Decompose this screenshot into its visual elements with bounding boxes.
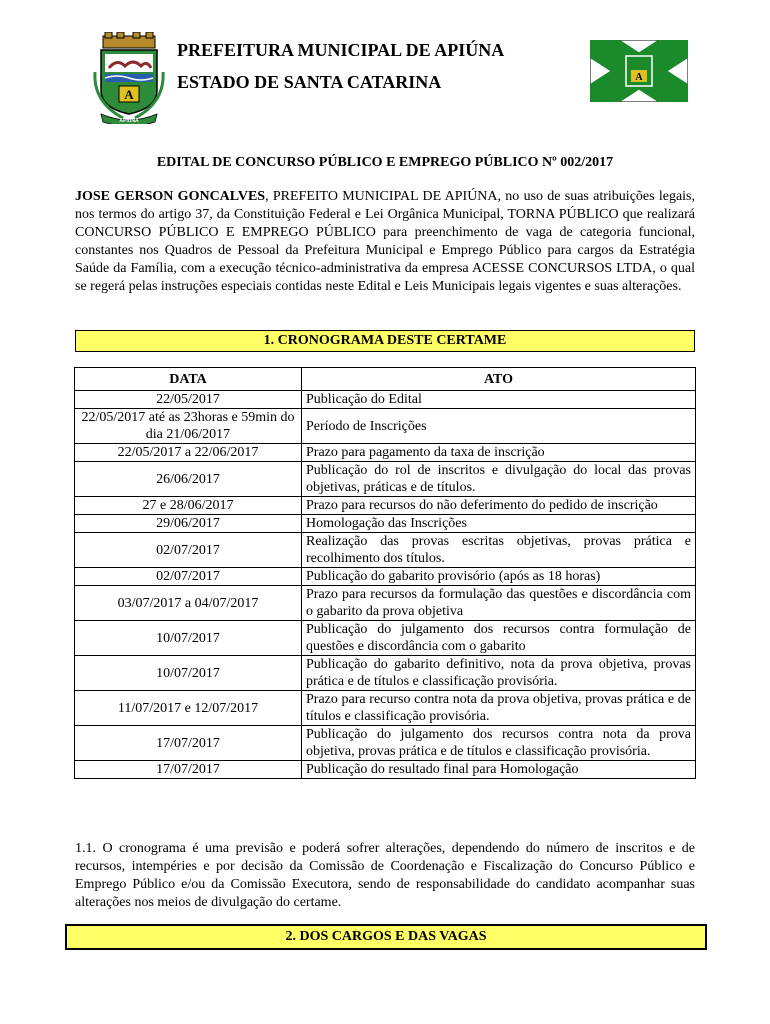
cell-date: 02/07/2017 — [75, 568, 302, 586]
cell-date: 22/05/2017 a 22/06/2017 — [75, 444, 302, 462]
cell-act: Prazo para recurso contra nota da prova objetiva, provas prática e de títulos e classificação provisória. — [302, 691, 696, 726]
table-row — [75, 444, 696, 462]
cell-date: 17/07/2017 — [75, 726, 302, 761]
cell-act: Prazo para pagamento da taxa de inscrição — [302, 444, 696, 462]
table-row — [75, 586, 696, 621]
header-subtitle: ESTADO DE SANTA CATARINA — [177, 72, 442, 92]
table-row — [75, 656, 696, 691]
edital-title: EDITAL DE CONCURSO PÚBLICO E EMPREGO PÚBLICO Nº 002/2017 — [156, 155, 614, 170]
table-row — [75, 497, 696, 515]
document-header — [0, 0, 770, 140]
cell-date: 10/07/2017 — [75, 656, 302, 691]
table-row — [75, 568, 696, 586]
cell-act: Prazo para recursos da formulação das questões e discordância com o gabarito da prova objetiva — [302, 586, 696, 621]
flag-icon — [590, 40, 688, 102]
svg-text:A: A — [635, 72, 643, 83]
cell-act: Período de Inscrições — [302, 409, 696, 444]
cell-date: 26/06/2017 — [75, 462, 302, 497]
table-row — [75, 462, 696, 497]
cell-act: Publicação do resultado final para Homologação — [302, 761, 696, 779]
schedule-table-body — [75, 391, 696, 779]
svg-text:A: A — [124, 87, 134, 102]
intro-text: , PREFEITO MUNICIPAL DE APIÚNA, no uso de suas atribuições legais, nos termos do artigo 37, da Constituição Federal e Lei Orgânica Municipal, TORNA PÚBLICO que realizará CONCURSO PÚBLICO E EMPREGO PÚBLICO para preenchimento de vaga de categoria funcional, constantes nos Quadros de Pessoal da Prefeitura Municipal e Emprego Público para cargos da Estratégia Saúde da Família, com a execução técnico-administrativa da empresa ACESSE CONCURSOS LTDA, o qual se regerá pelas instruções especiais contidas neste Edital e Leis Municipais legais vigentes e suas alterações. — [75, 189, 696, 294]
cell-act: Publicação do gabarito definitivo, nota da prova objetiva, provas prática e de títulos e classificação provisória. — [302, 656, 696, 691]
cell-date: 22/05/2017 — [75, 391, 302, 409]
column-header-date: DATA — [75, 368, 302, 391]
cell-date: 02/07/2017 — [75, 533, 302, 568]
cell-date: 11/07/2017 e 12/07/2017 — [75, 691, 302, 726]
cell-act: Publicação do julgamento dos recursos contra formulação de questões e discordância com o gabarito — [302, 621, 696, 656]
cell-act: Realização das provas escritas objetivas, provas prática e recolhimento dos títulos. — [302, 533, 696, 568]
cell-act: Prazo para recursos do não deferimento do pedido de inscrição — [302, 497, 696, 515]
table-row — [75, 391, 696, 409]
mayor-name: JOSE GERSON GONCALVES — [75, 189, 266, 204]
table-row — [75, 761, 696, 779]
svg-text:APIÚNA: APIÚNA — [119, 118, 139, 124]
intro-paragraph — [75, 188, 695, 296]
cell-date: 29/06/2017 — [75, 515, 302, 533]
table-row — [75, 409, 696, 444]
table-row — [75, 726, 696, 761]
section-heading-cronograma: 1. CRONOGRAMA DESTE CERTAME — [75, 330, 695, 352]
cell-date: 22/05/2017 até as 23horas e 59min do dia 21/06/2017 — [75, 409, 302, 444]
cell-act: Publicação do julgamento dos recursos contra nota da prova objetiva, provas prática e de títulos e classificação provisória. — [302, 726, 696, 761]
table-row — [75, 621, 696, 656]
cell-date: 03/07/2017 a 04/07/2017 — [75, 586, 302, 621]
table-row — [75, 515, 696, 533]
cell-act: Publicação do rol de inscritos e divulgação do local das provas objetivas, práticas e de títulos. — [302, 462, 696, 497]
schedule-table — [74, 367, 696, 779]
table-header-row — [75, 368, 696, 391]
paragraph-1-1: 1.1. O cronograma é uma previsão e poderá sofrer alterações, dependendo do número de inscritos e de recursos, intempéries e por decisão da Comissão de Coordenação e Fiscalização do Concurso Público e Emprego Público e/ou da Comissão Executora, sendo de responsabilidade do candidato acompanhar suas alterações nos meios de divulgação do certame. — [75, 841, 695, 910]
cell-act: Homologação das Inscrições — [302, 515, 696, 533]
table-row — [75, 533, 696, 568]
coat-of-arms-icon — [93, 32, 165, 124]
cell-date: 17/07/2017 — [75, 761, 302, 779]
cell-date: 10/07/2017 — [75, 621, 302, 656]
section-heading-cargos: 2. DOS CARGOS E DAS VAGAS — [65, 924, 707, 950]
table-row — [75, 691, 696, 726]
cell-date: 27 e 28/06/2017 — [75, 497, 302, 515]
cell-act: Publicação do Edital — [302, 391, 696, 409]
cell-act: Publicação do gabarito provisório (após as 18 horas) — [302, 568, 696, 586]
column-header-act: ATO — [302, 368, 696, 391]
header-title: PREFEITURA MUNICIPAL DE APIÚNA — [177, 40, 505, 60]
